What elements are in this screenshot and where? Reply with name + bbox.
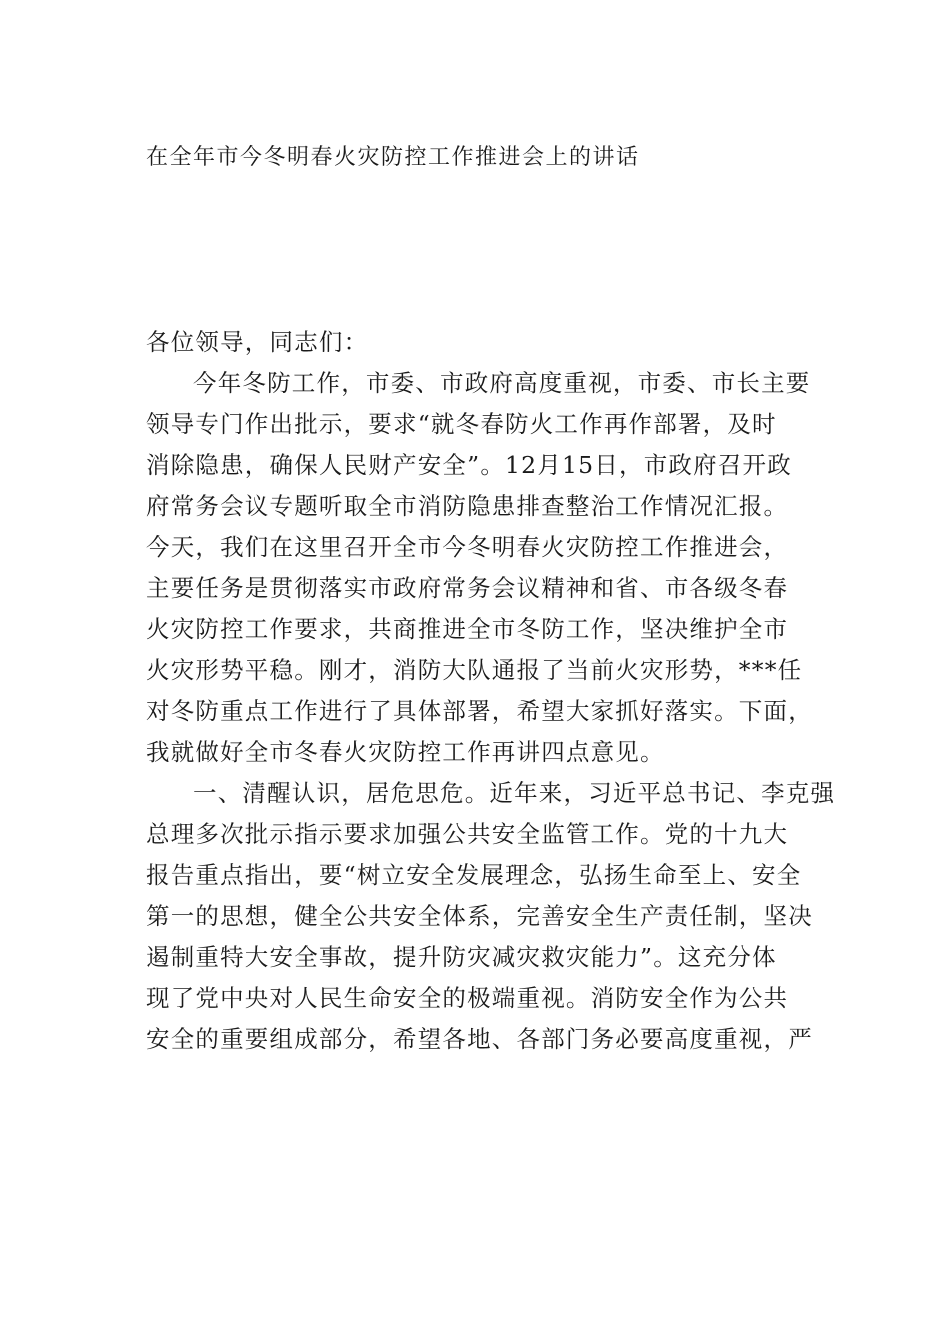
document-body — [146, 322, 836, 1060]
paragraph-line: 今年冬防工作，市委、市政府高度重视，市委、市长主要 — [193, 369, 811, 397]
paragraph-line: 领导专门作出批示，要求“就冬春防火工作再作部署，及时 — [146, 410, 777, 438]
paragraph-line: 今天，我们在这里召开全市今冬明春火灾防控工作推进会， — [146, 533, 789, 561]
paragraph-line: 火灾形势平稳。刚才，消防大队通报了当前火灾形势，***任 — [146, 656, 803, 684]
paragraph-line: 第一的思想，健全公共安全体系，完善安全生产责任制，坚决 — [146, 902, 813, 930]
paragraph-line: 消除隐患，确保人民财产安全”。12月15日，市政府召开政 — [146, 451, 792, 479]
salutation: 各位领导，同志们： — [146, 328, 369, 356]
paragraph-line: 主要任务是贯彻落实市政府常务会议精神和省、市各级冬春 — [146, 574, 789, 602]
paragraph-line: 报告重点指出，要“树立安全发展理念，弘扬生命至上、安全 — [146, 861, 802, 889]
paragraph-line: 火灾防控工作要求，共商推进全市冬防工作，坚决维护全市 — [146, 615, 789, 643]
paragraph-line: 我就做好全市冬春火灾防控工作再讲四点意见。 — [146, 738, 665, 766]
paragraph-line: 对冬防重点工作进行了具体部署，希望大家抓好落实。下面， — [146, 697, 813, 725]
document-title: 在全年市今冬明春火灾防控工作推进会上的讲话 — [146, 145, 640, 170]
paragraph-line: 安全的重要组成部分，希望各地、各部门务必要高度重视，严 — [146, 1025, 813, 1053]
paragraph-line: 遏制重特大安全事故，提升防灾减灾救灾能力”。这充分体 — [146, 943, 777, 971]
paragraph-line: 一、清醒认识，居危思危。近年来，习近平总书记、李克强 — [193, 779, 836, 807]
paragraph-line: 现了党中央对人民生命安全的极端重视。消防安全作为公共 — [146, 984, 789, 1012]
paragraph-line: 府常务会议专题听取全市消防隐患排查整治工作情况汇报。 — [146, 492, 789, 520]
paragraph-line: 总理多次批示指示要求加强公共安全监管工作。党的十九大 — [146, 820, 789, 848]
